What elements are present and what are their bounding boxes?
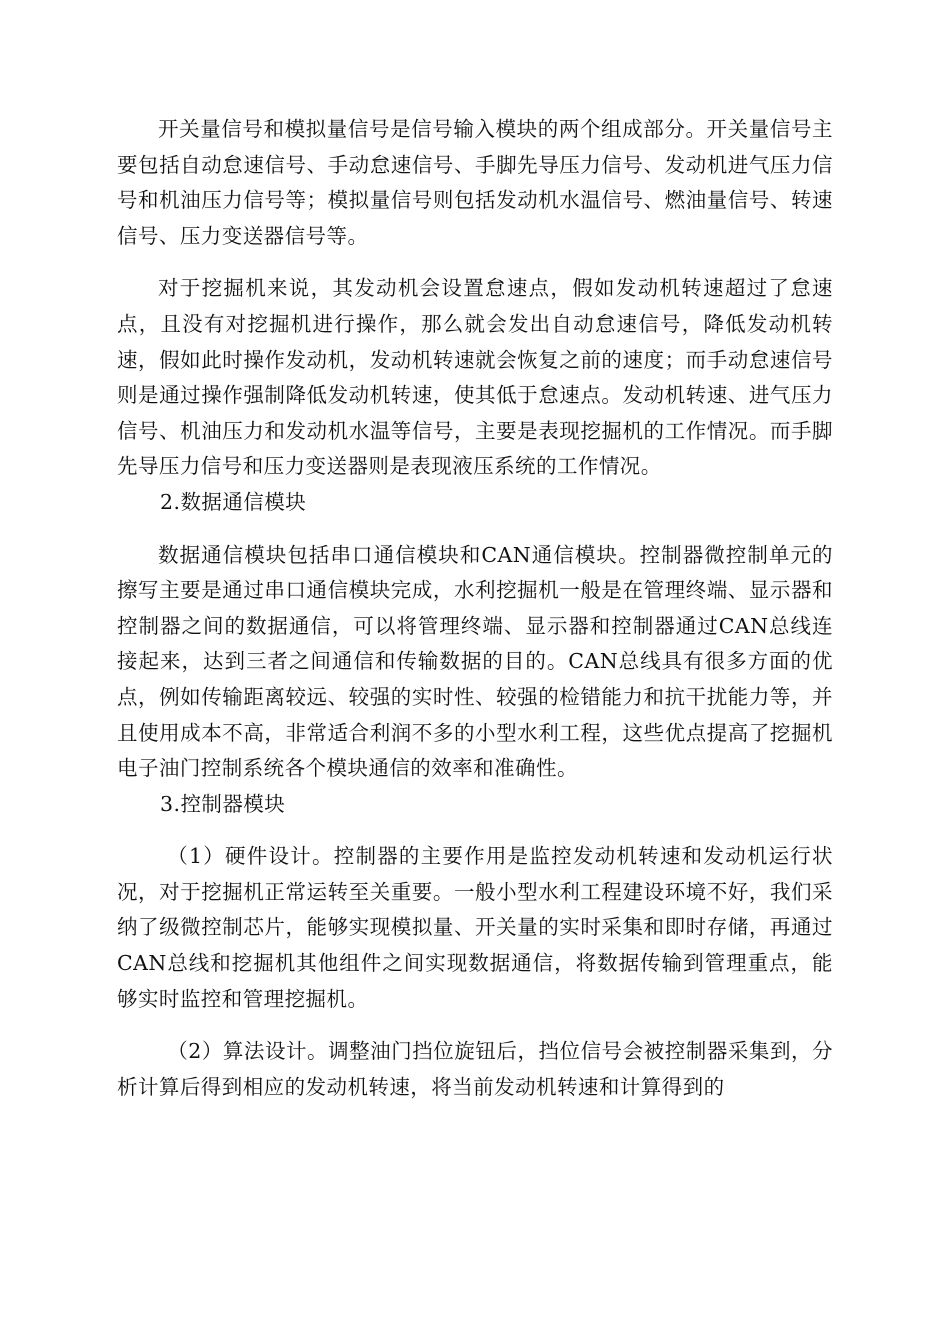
- paragraph-data-communication: 数据通信模块包括串口通信模块和CAN通信模块。控制器微控制单元的擦写主要是通过串口通信模块完成，水利挖掘机一般是在管理终端、显示器和控制器之间的数据通信，可以将管理终端、显示器和控制器通过CAN总线连接起来，达到三者之间通信和传输数据的目的。CAN总线具有很多方面的优点，例如传输距离较远、较强的实时性、较强的检错能力和抗干扰能力等，并且使用成本不高，非常适合利润不多的小型水利工程，这些优点提高了挖掘机电子油门控制系统各个模块通信的效率和准确性。: [117, 542, 833, 781]
- paragraph-algorithm-design: （2）算法设计。调整油门挡位旋钮后，挡位信号会被控制器采集到，分析计算后得到相应的发动机转速，将当前发动机转速和计算得到的: [117, 1039, 833, 1099]
- paragraph-hardware-design: （1）硬件设计。控制器的主要作用是监控发动机转速和发动机运行状况，对于挖掘机正常运转至关重要。一般小型水利工程建设环境不好，我们采纳了级微控制芯片，能够实现模拟量、开关量的实时采集和即时存储，再通过CAN总线和挖掘机其他组件之间实现数据通信，将数据传输到管理重点，能够实时监控和管理挖掘机。: [117, 844, 833, 1011]
- document-body: [117, 112, 833, 1105]
- paragraph-idle-speed: 对于挖掘机来说，其发动机会设置怠速点，假如发动机转速超过了怠速点，且没有对挖掘机进行操作，那么就会发出自动怠速信号，降低发动机转速，假如此时操作发动机，发动机转速就会恢复之前的速度；而手动怠速信号则是通过操作强制降低发动机转速，使其低于怠速点。发动机转速、进气压力信号、机油压力和发动机水温等信号，主要是表现挖掘机的工作情况。而手脚先导压力信号和压力变送器则是表现液压系统的工作情况。: [117, 276, 833, 479]
- section-heading-controller: 3.控制器模块: [160, 791, 286, 816]
- paragraph-signal-input: 开关量信号和模拟量信号是信号输入模块的两个组成部分。开关量信号主要包括自动怠速信号、手动怠速信号、手脚先导压力信号、发动机进气压力信号和机油压力信号等；模拟量信号则包括发动机水温信号、燃油量信号、转速信号、压力变送器信号等。: [117, 117, 833, 248]
- section-heading-data-communication: 2.数据通信模块: [160, 489, 307, 514]
